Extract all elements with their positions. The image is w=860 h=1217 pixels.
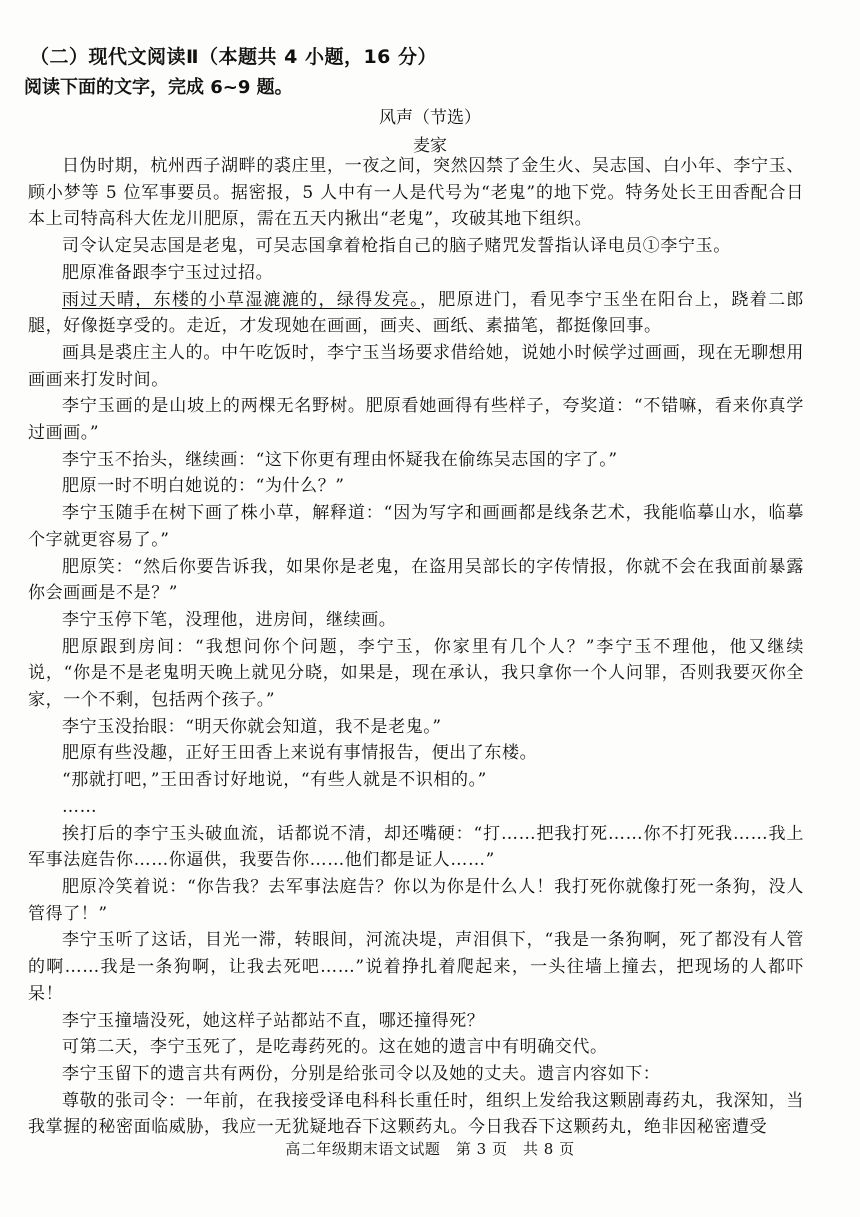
paragraph: 肥原有些没趣，正好王田香上来说有事情报告，便出了东楼。 [62,743,538,764]
paragraph: 挨打后的李宁玉头破血流，话都说不清，却还嘴硬：“打……把我打死……你不打死我……我上军事法庭告你……你逼供，我要告你……他们都是证人……” [28,823,804,871]
paragraph: 画具是裘庄主人的。中午吃饭时，李宁玉当场要求借给她，说她小时候学过画画，现在无聊想用画画来打发时间。 [28,342,804,390]
page-footer: 高二年级期末语文试题 第 3 页 共 8 页 [285,1140,575,1158]
paragraph: 李宁玉听了这话，目光一滞，转眼间，河流决堤，声泪俱下，“我是一条狗啊，死了都没有人管的啊……我是一条狗啊，让我去死吧……”说着挣扎着爬起来，一头往墙上撞去，把现场的人都吓呆！ [28,930,804,1004]
article-author: 麦家 [413,136,447,156]
paragraph: 李宁玉画的是山坡上的两棵无名野树。肥原看她画得有些样子，夸奖道：“不错嘛，看来你真学过画画。” [28,396,804,444]
paragraph: 李宁玉停下笔，没理他，进房间，继续画。 [62,609,397,630]
paragraph: 肥原准备跟李宁玉过过招。 [62,262,274,283]
article-title: 风声（节选） [379,108,481,128]
paragraph: 李宁玉留下的遗言共有两份，分别是给张司令以及她的丈夫。遗言内容如下： [62,1063,661,1084]
paragraph: 李宁玉撞墙没死，她这样子站都站不直，哪还撞得死？ [62,1010,485,1031]
paragraph: 李宁玉不抬头，继续画：“这下你更有理由怀疑我在偷练吴志国的字了。” [62,449,618,470]
paragraph: 李宁玉没抬眼：“明天你就会知道，我不是老鬼。” [62,716,442,737]
paragraph: …… [62,796,98,817]
paragraph: 尊敬的张司令：一年前，在我接受译电科科长重任时，组织上发给我这颗剧毒药丸，我深知，当我掌握的秘密面临威胁，我应一无犹疑地吞下这颗药丸。今日我吞下这颗药丸，绝非因秘密遭受 [28,1090,804,1138]
question-instruction: 阅读下面的文字，完成 6~9 题。 [24,77,293,98]
paragraph: 可第二天，李宁玉死了，是吃毒药死的。这在她的遗言中有明确交代。 [62,1037,608,1058]
paragraph: 司令认定吴志国是老鬼，可吴志国拿着枪指自己的脑子赌咒发誓指认译电员①李宁玉。 [62,236,731,257]
paragraph: 日伪时期，杭州西子湖畔的裘庄里，一夜之间，突然囚禁了金生火、吴志国、白小年、李宁玉、顾小梦等 5 位军事要员。据密报，5 人中有一人是代号为“老鬼”的地下党。特务处长王田香配合日本上司特高科大佐龙川肥原，需在五天内揪出“老鬼”，攻破其地下组织。 [28,156,804,230]
paragraph: 肥原跟到房间：“我想问你个问题，李宁玉，你家里有几个人？”李宁玉不理他，他又继续说，“你是不是老鬼明天晚上就见分晓，如果是，现在承认，我只拿你一个人问罪，否则我要灭你全家，一个不剩，包括两个孩子。” [28,636,804,711]
paragraph [28,287,804,340]
underlined-sentence: 雨过天晴，东楼的小草湿漉漉的，绿得发亮。 [62,289,420,310]
paragraph: 李宁玉随手在树下画了株小草，解释道：“因为写字和画画都是线条艺术，我能临摹山水，临摹个字就更容易了。” [28,503,804,550]
paragraph-continuation: ，肥原进门，看见李宁玉坐在阳台上，跷着二郎腿，好像挺享受的。走近，才发现她在画画，画夹、画纸、素描笔，都挺像回事。 [28,289,804,337]
paragraph: 肥原一时不明白她说的：“为什么？” [62,476,345,497]
paragraph: 肥原冷笑着说：“你告我？去军事法庭告？你以为你是什么人！我打死你就像打死一条狗，没人管得了！” [28,876,804,924]
article-body [28,153,804,1141]
paragraph: “那就打吧，”王田香讨好地说，“有些人就是不识相的。” [62,770,487,791]
section-header: （二）现代文阅读Ⅱ（本题共 4 小题，16 分） [30,46,438,68]
paragraph: 肥原笑：“然后你要告诉我，如果你是老鬼，在盗用吴部长的字传情报，你就不会在我面前暴露你会画画是不是？” [28,556,804,604]
